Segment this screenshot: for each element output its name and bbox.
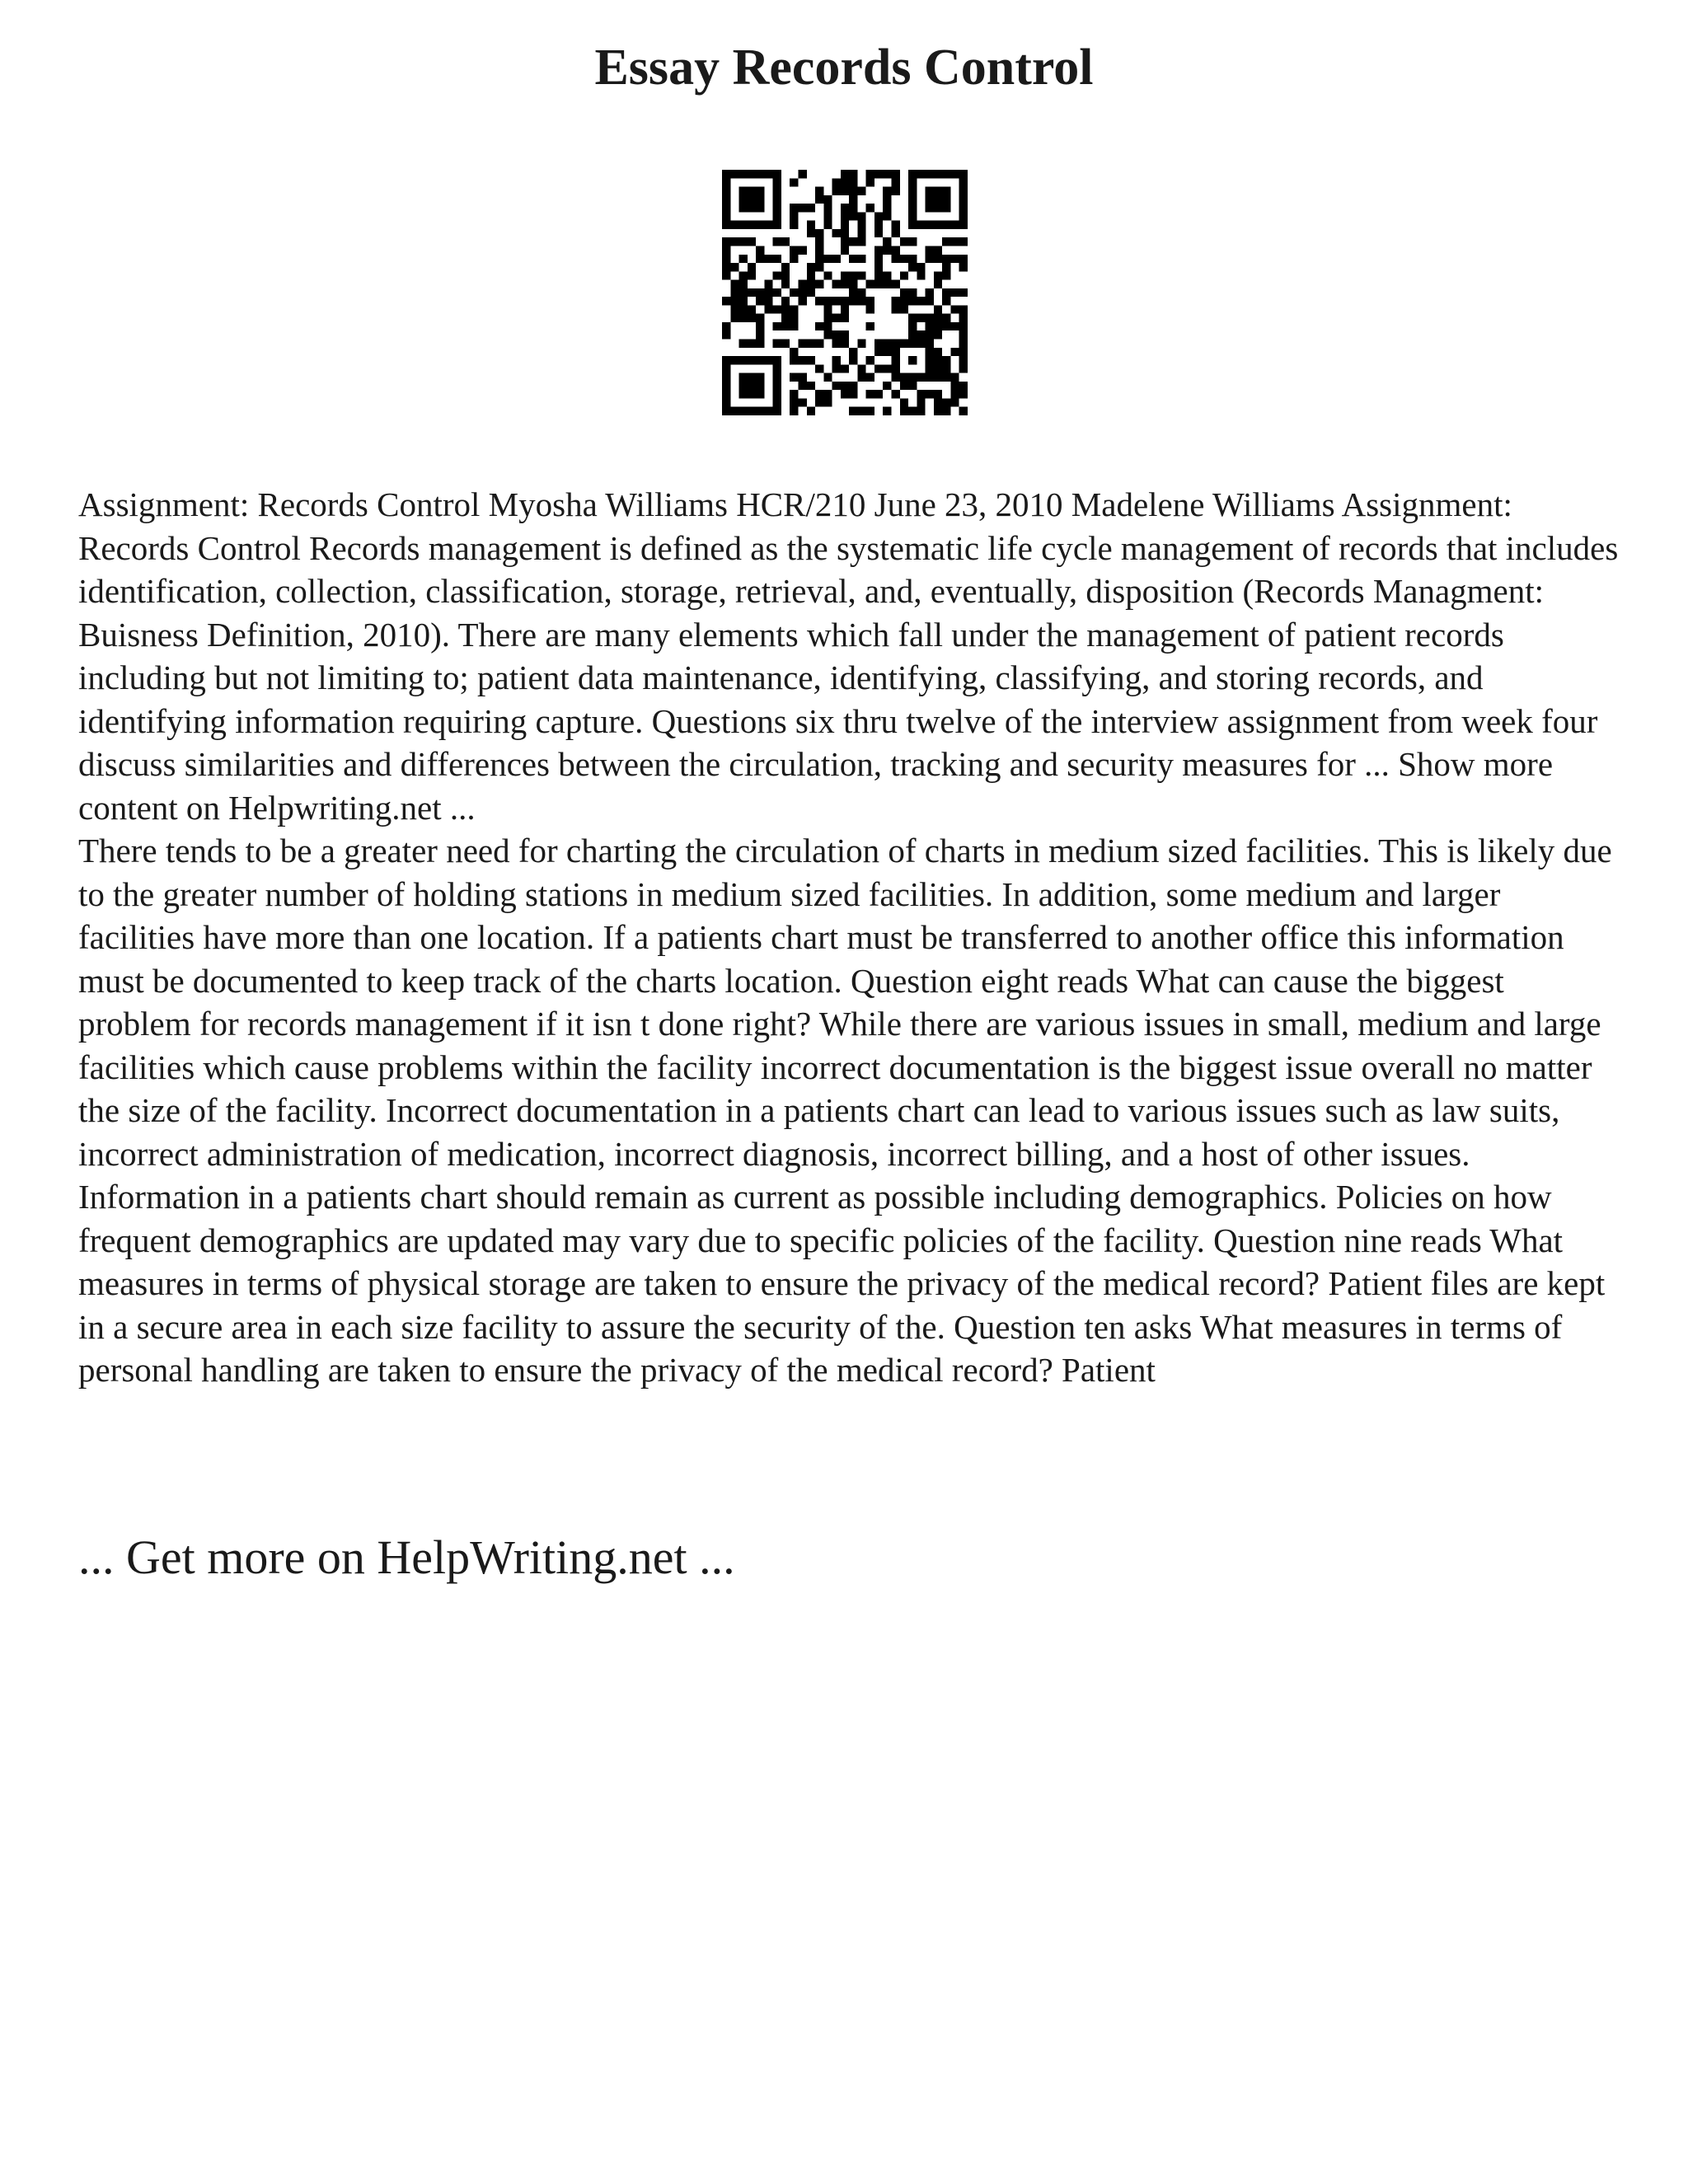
document-title: Essay Records Control (594, 40, 1094, 96)
get-more-text: ... Get more on HelpWriting.net ... (78, 1530, 735, 1584)
document-body (78, 483, 1620, 1392)
qr-code-icon (722, 170, 968, 415)
body-paragraph-1: Assignment: Records Control Myosha Williams HCR/210 June 23, 2010 Madelene Williams Assignment: Records Control Records management is defined as the systematic life cycle management of records that includes identification, collection, classification, storage, retrieval, and, eventually, disposition (Records Managment: Buisness Definition, 2010). There are many elements which fall under the management of patient records including but not limiting to; patient data maintenance, identifying, classifying, and storing records, and identifying information requiring capture. Questions six thru twelve of the interview assignment from week four discuss similarities and differences between the circulation, tracking and security measures for ... Show more content on Helpwriting.net ... (78, 485, 1619, 827)
body-paragraph-2: There tends to be a greater need for charting the circulation of charts in medium sized facilities. This is likely due to the greater number of holding stations in medium sized facilities. In addition, some medium and larger facilities have more than one location. If a patients chart must be transferred to another office this information must be documented to keep track of the charts location. Question eight reads What can cause the biggest problem for records management if it isn t done right? While there are various issues in small, medium and large facilities which cause problems within the facility incorrect documentation is the biggest issue overall no matter the size of the facility. Incorrect documentation in a patients chart can lead to various issues such as law suits, incorrect administration of medication, incorrect diagnosis, incorrect billing, and a host of other issues. Information in a patients chart should remain as current as possible including demographics. Policies on how frequent demographics are updated may vary due to specific policies of the facility. Question nine reads What measures in terms of physical storage are taken to ensure the privacy of the medical record? Patient files are kept in a secure area in each size facility to assure the security of the. Question ten asks What measures in terms of personal handling are taken to ensure the privacy of the medical record? Patient (78, 832, 1612, 1389)
